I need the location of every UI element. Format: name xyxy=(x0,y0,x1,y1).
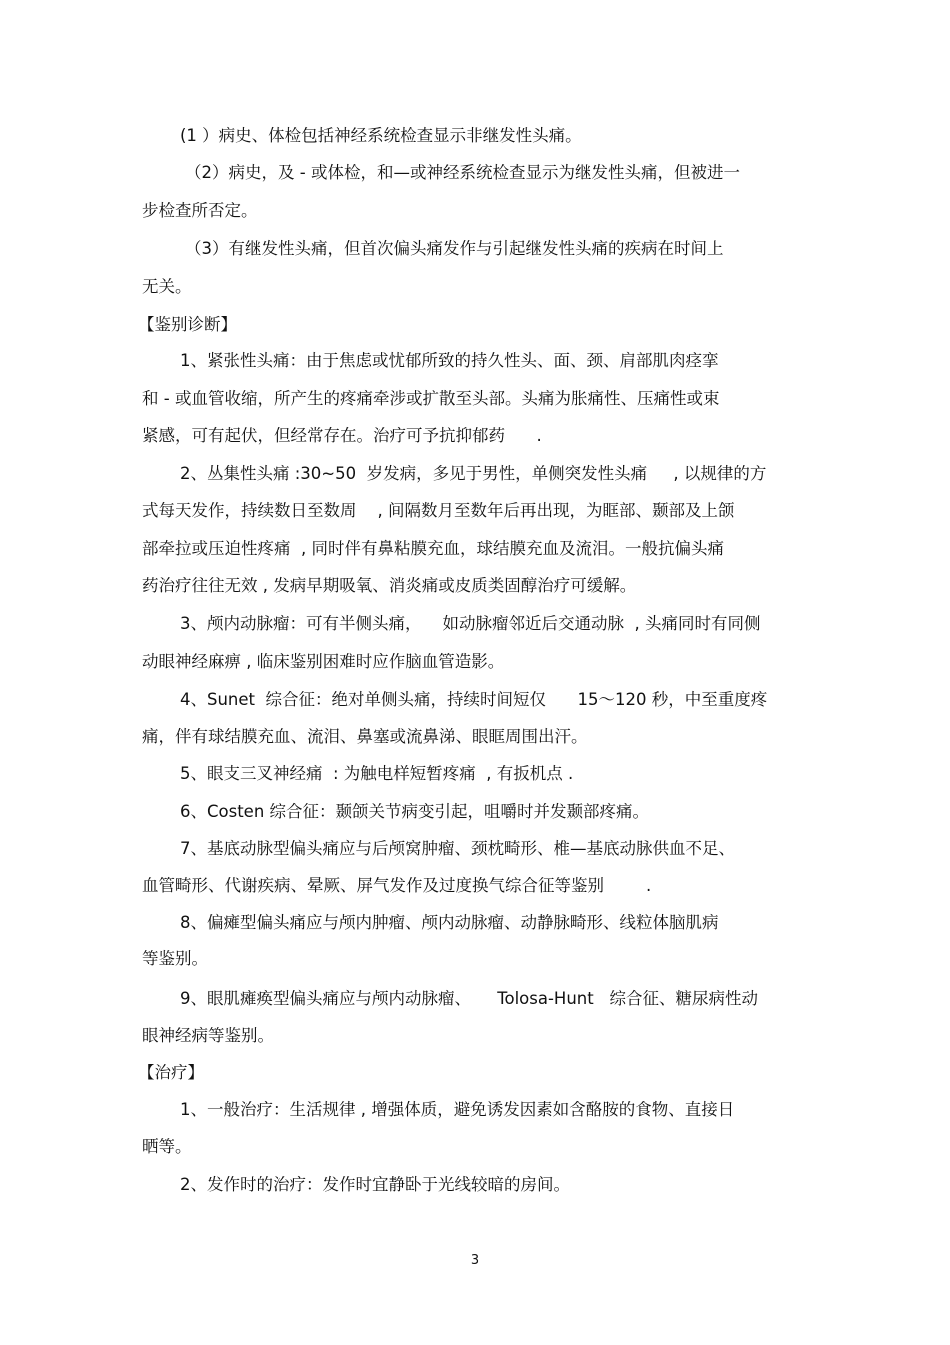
paragraph-line: 2、丛集性头痛 :30~50 岁发病，多见于男性，单侧突发性头痛 , 以规律的方 xyxy=(180,464,767,483)
paragraph-line: 式每天发作，持续数日至数周 , 间隔数月至数年后再出现，为眶部、颞部及上颌 xyxy=(142,501,735,520)
paragraph-line: 6、Costen 综合征：颞颌关节病变引起，咀嚼时并发颞部疼痛。 xyxy=(180,802,650,821)
paragraph-line: 3、颅内动脉瘤：可有半侧头痛， 如动脉瘤邻近后交通动脉 , 头痛同时有同侧 xyxy=(180,614,761,633)
paragraph-line: 7、基底动脉型偏头痛应与后颅窝肿瘤、颈枕畸形、椎—基底动脉供血不足、 xyxy=(180,839,735,858)
paragraph-line: 痛，伴有球结膜充血、流泪、鼻塞或流鼻涕、眼眶周围出汗。 xyxy=(142,727,588,746)
paragraph-line: 1、紧张性头痛：由于焦虑或忧郁所致的持久性头、面、颈、肩部肌肉痉挛 xyxy=(180,351,719,370)
section-heading: 【鉴别诊断】 xyxy=(138,315,237,334)
paragraph-line: 1、一般治疗：生活规律 , 增强体质，避免诱发因素如含酪胺的食物、直接日 xyxy=(180,1100,735,1119)
paragraph-line: 部牵拉或压迫性疼痛 , 同时伴有鼻粘膜充血，球结膜充血及流泪。一般抗偏头痛 xyxy=(142,539,724,558)
paragraph-line: 等鉴别。 xyxy=(142,949,208,968)
paragraph-line: 2、发作时的治疗：发作时宜静卧于光线较暗的房间。 xyxy=(180,1175,570,1194)
paragraph-line: 5、眼支三叉神经痛 : 为触电样短暂疼痛 , 有扳机点 . xyxy=(180,764,574,783)
section-heading: 【治疗】 xyxy=(138,1063,204,1082)
page-number: 3 xyxy=(470,1253,480,1268)
paragraph-line: 眼神经病等鉴别。 xyxy=(142,1026,274,1045)
paragraph-line: （3）有继发性头痛，但首次偏头痛发作与引起继发性头痛的疾病在时间上 xyxy=(185,239,724,258)
paragraph-line: 晒等。 xyxy=(142,1137,192,1156)
paragraph-line: 8、偏瘫型偏头痛应与颅内肿瘤、颅内动脉瘤、动静脉畸形、线粒体脑肌病 xyxy=(180,913,719,932)
paragraph-line: 动眼神经麻痹 , 临床鉴别困难时应作脑血管造影。 xyxy=(142,652,505,671)
paragraph-line: 4、Sunet 综合征：绝对单侧头痛，持续时间短仅 15～120 秒，中至重度疼 xyxy=(180,690,768,709)
paragraph-line: 步检查所否定。 xyxy=(142,201,258,220)
paragraph-line: 药治疗往往无效 , 发病早期吸氧、消炎痛或皮质类固醇治疗可缓解。 xyxy=(142,576,637,595)
paragraph-line: 无关。 xyxy=(142,277,192,296)
paragraph-line: 9、眼肌瘫痪型偏头痛应与颅内动脉瘤、 Tolosa-Hunt 综合征、糖尿病性动 xyxy=(180,989,758,1008)
paragraph-line: (1 ）病史、体检包括神经系统检查显示非继发性头痛。 xyxy=(180,126,582,145)
paragraph-line: 紧感，可有起伏，但经常存在。治疗可予抗抑郁药 . xyxy=(142,426,542,445)
paragraph-line: 血管畸形、代谢疾病、晕厥、屏气发作及过度换气综合征等鉴别 . xyxy=(142,876,652,895)
paragraph-line: 和 - 或血管收缩，所产生的疼痛牵涉或扩散至头部。头痛为胀痛性、压痛性或束 xyxy=(142,389,720,408)
paragraph-line: （2）病史，及 - 或体检，和—或神经系统检查显示为继发性头痛，但被进一 xyxy=(185,163,740,182)
